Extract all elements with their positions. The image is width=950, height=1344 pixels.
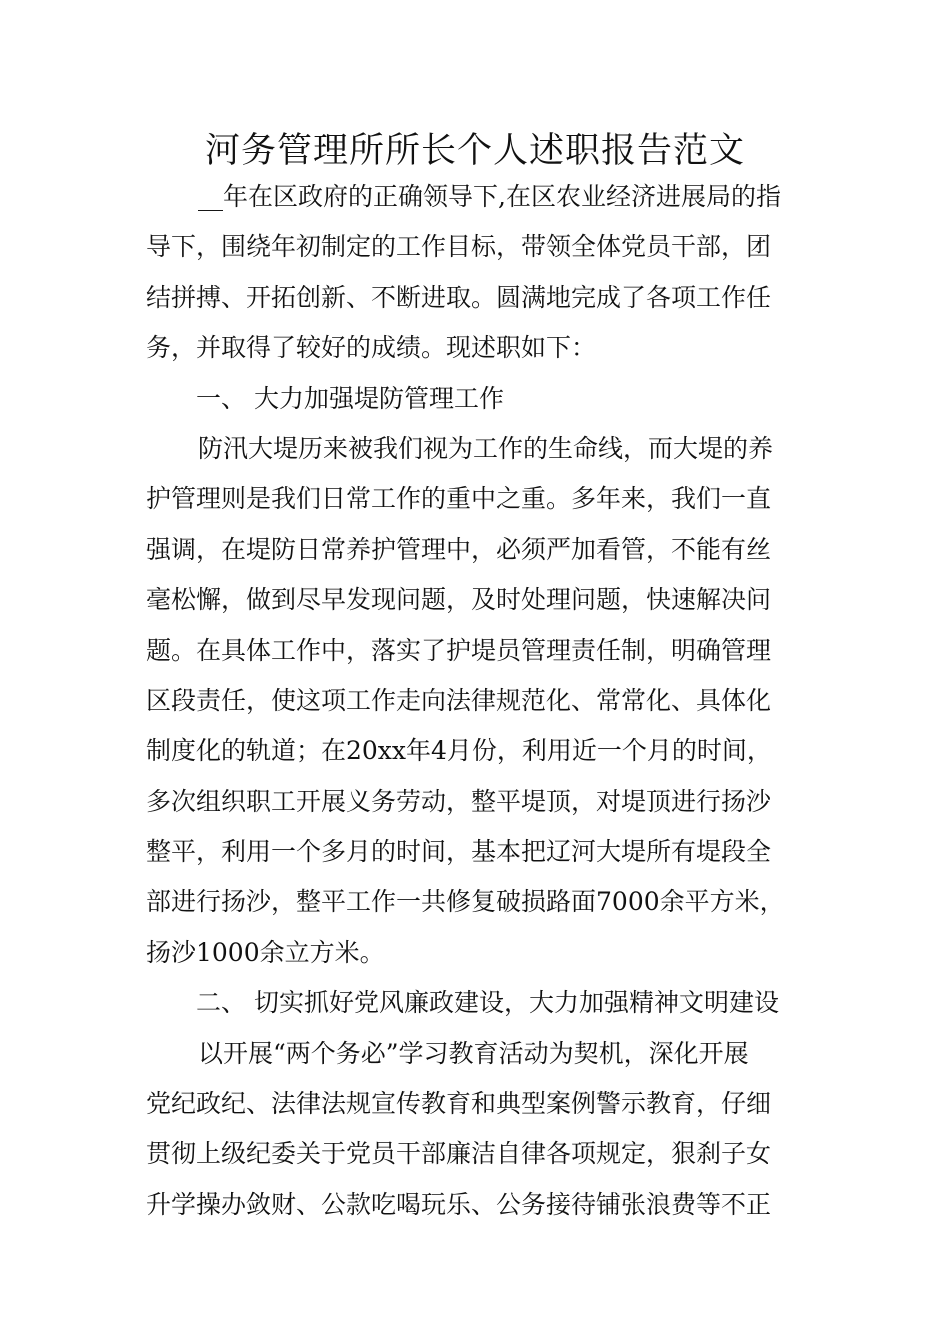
paragraph-line: 扬沙1000余立方米。 [146,937,385,967]
paragraph-line: 务，并取得了较好的成绩。现述职如下： [146,333,597,363]
document-title: 河务管理所所长个人述职报告范文 [204,131,745,171]
paragraph-line: 升学操办敛财、公款吃喝玩乐、公务接待铺张浪费等不正 [146,1189,772,1219]
paragraph-line: 党纪政纪、法律法规宣传教育和典型案例警示教育，仔细 [146,1089,772,1119]
paragraph-line: 多次组织职工开展义务劳动，整平堤顶，对堤顶进行扬沙 [146,786,772,816]
paragraph-line: 以开展“两个务必”学习教育活动为契机，深化开展 [198,1038,749,1068]
document-body [146,172,806,1230]
paragraph-line: 导下，围绕年初制定的工作目标，带领全体党员干部，团 [146,232,772,262]
paragraph-line: 部进行扬沙，整平工作一共修复破损路面7000余平方米， [146,887,785,917]
paragraph-line: 强调，在堤防日常养护管理中，必须严加看管，不能有丝 [146,534,772,564]
paragraph-line: 制度化的轨道；在20xx年4月份，利用近一个月的时间， [146,736,772,766]
paragraph-line: 防汛大堤历来被我们视为工作的生命线，而大堤的养 [198,433,774,463]
section-heading: 一、 大力加强堤防管理工作 [196,383,504,413]
section-heading: 二、 切实抓好党风廉政建设，大力加强精神文明建设 [196,988,779,1018]
paragraph-line: __年在区政府的正确领导下,在区农业经济进展局的指 [198,182,781,211]
paragraph-line: 结拼搏、开拓创新、不断进取。圆满地完成了各项工作任 [146,282,772,312]
paragraph-line: 整平，利用一个多月的时间，基本把辽河大堤所有堤段全 [146,837,772,867]
paragraph-line: 毫松懈，做到尽早发现问题，及时处理问题，快速解决问 [146,585,772,615]
paragraph-line: 题。在具体工作中，落实了护堤员管理责任制，明确管理 [146,635,772,665]
paragraph-line: 区段责任，使这项工作走向法律规范化、常常化、具体化 [146,685,772,715]
paragraph-line: 贯彻上级纪委关于党员干部廉洁自律各项规定，狠刹子女 [146,1139,772,1169]
paragraph-line: 护管理则是我们日常工作的重中之重。多年来，我们一直 [146,484,772,514]
